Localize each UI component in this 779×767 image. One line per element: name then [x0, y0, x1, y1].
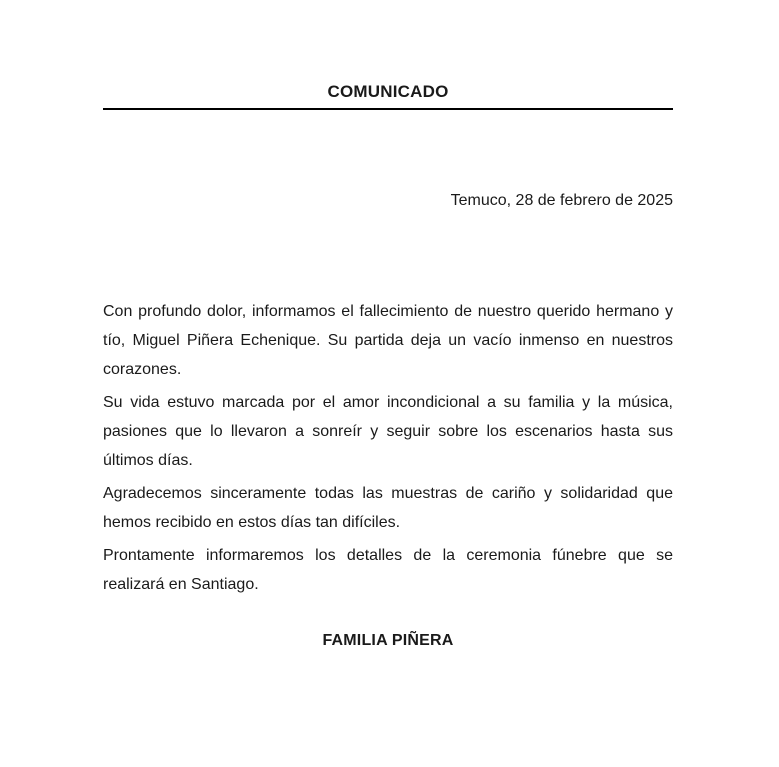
communique-document [103, 0, 673, 652]
document-body [103, 297, 673, 599]
document-title: COMUNICADO [327, 82, 449, 101]
body-paragraph: Su vida estuvo marcada por el amor incondicional a su familia y la música, pasiones que lo llevaron a sonreír y seguir sobre los escenarios hasta sus últimos días. [103, 394, 673, 469]
title-divider-rule [103, 108, 673, 110]
signature: FAMILIA PIÑERA [322, 632, 454, 649]
body-paragraph: Con profundo dolor, informamos el fallecimiento de nuestro querido hermano y tío, Miguel Piñera Echenique. Su partida deja un vacío inmenso en nuestros corazones. [103, 303, 673, 378]
body-paragraph: Agradecemos sinceramente todas las muestras de cariño y solidaridad que hemos recibido en estos días tan difíciles. [103, 485, 673, 531]
body-paragraph: Prontamente informaremos los detalles de la ceremonia fúnebre que se realizará en Santiago. [103, 547, 673, 593]
dateline: Temuco, 28 de febrero de 2025 [450, 192, 673, 209]
